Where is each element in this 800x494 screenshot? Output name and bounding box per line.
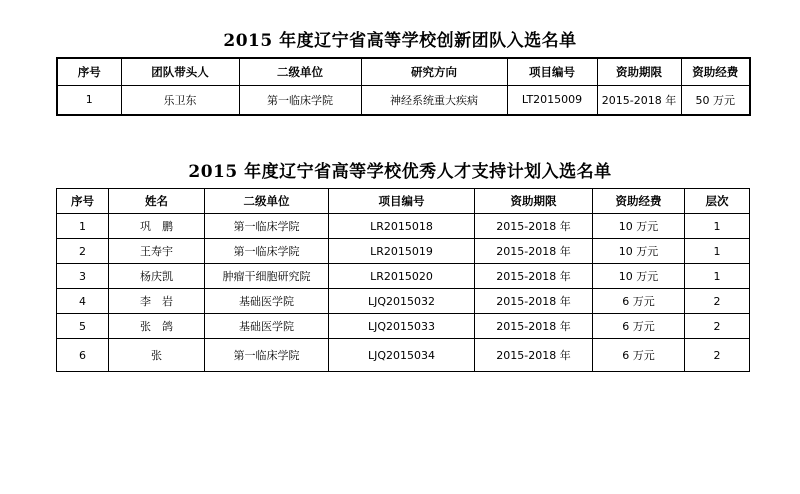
column-header: 项目编号	[329, 189, 475, 214]
column-header: 资助期限	[475, 189, 593, 214]
table-row	[57, 239, 750, 264]
table-cell: LJQ2015032	[329, 289, 475, 314]
table-cell: 2015-2018 年	[597, 85, 681, 115]
column-header: 团队带头人	[121, 58, 239, 85]
table-cell: 1	[685, 214, 750, 239]
table-row	[57, 289, 750, 314]
column-header: 资助经费	[593, 189, 685, 214]
table-cell: 5	[57, 314, 109, 339]
table-row	[57, 339, 750, 372]
table-cell: 巩 鹏	[109, 214, 205, 239]
table-cell: LR2015019	[329, 239, 475, 264]
table-row	[57, 314, 750, 339]
table-cell: 第一临床学院	[205, 239, 329, 264]
column-header: 层次	[685, 189, 750, 214]
table-cell: 1	[685, 264, 750, 289]
table-cell: 李 岩	[109, 289, 205, 314]
column-header: 研究方向	[361, 58, 507, 85]
table-cell: 2	[685, 339, 750, 372]
table-cell: 1	[685, 239, 750, 264]
column-header: 序号	[57, 189, 109, 214]
table-cell: 神经系统重大疾病	[361, 85, 507, 115]
column-header: 二级单位	[239, 58, 361, 85]
table-cell: 2015-2018 年	[475, 214, 593, 239]
table-cell: LJQ2015033	[329, 314, 475, 339]
table-cell: 2015-2018 年	[475, 264, 593, 289]
table1-title: 2015 年度辽宁省高等学校创新团队入选名单	[223, 31, 577, 51]
table-cell: 2	[57, 239, 109, 264]
table-cell: 10 万元	[593, 214, 685, 239]
table-cell: 1	[57, 214, 109, 239]
table-cell: 肿瘤干细胞研究院	[205, 264, 329, 289]
table-header-row	[57, 189, 750, 214]
table-cell: 第一临床学院	[239, 85, 361, 115]
table-cell: 6 万元	[593, 314, 685, 339]
column-header: 资助期限	[597, 58, 681, 85]
table-cell: 张 鸽	[109, 314, 205, 339]
table-cell: 杨庆凯	[109, 264, 205, 289]
table-cell: 王寿宇	[109, 239, 205, 264]
table-cell: 乐卫东	[121, 85, 239, 115]
table-cell: 3	[57, 264, 109, 289]
table-cell: 2015-2018 年	[475, 289, 593, 314]
table-cell: 2015-2018 年	[475, 339, 593, 372]
excellent-talent-table	[56, 188, 750, 372]
table-cell: 50 万元	[681, 85, 750, 115]
table-cell: 6	[57, 339, 109, 372]
column-header: 项目编号	[507, 58, 597, 85]
table-cell: 1	[57, 85, 121, 115]
table-cell: 4	[57, 289, 109, 314]
table-cell: 2	[685, 289, 750, 314]
table-cell: 6 万元	[593, 289, 685, 314]
table-cell: LR2015018	[329, 214, 475, 239]
table-header-row	[57, 58, 750, 85]
table-cell: LR2015020	[329, 264, 475, 289]
column-header: 资助经费	[681, 58, 750, 85]
table2-title: 2015 年度辽宁省高等学校优秀人才支持计划入选名单	[188, 162, 612, 182]
table-cell: 第一临床学院	[205, 339, 329, 372]
table-cell: LJQ2015034	[329, 339, 475, 372]
table-cell: 2015-2018 年	[475, 239, 593, 264]
innovation-team-table	[56, 57, 751, 116]
table-cell: 2	[685, 314, 750, 339]
table-cell: 基础医学院	[205, 289, 329, 314]
column-header: 二级单位	[205, 189, 329, 214]
table-cell: LT2015009	[507, 85, 597, 115]
table-row	[57, 214, 750, 239]
table-cell: 6 万元	[593, 339, 685, 372]
table-cell: 张	[109, 339, 205, 372]
table-row	[57, 264, 750, 289]
column-header: 姓名	[109, 189, 205, 214]
table-cell: 2015-2018 年	[475, 314, 593, 339]
table-cell: 第一临床学院	[205, 214, 329, 239]
table-row	[57, 85, 750, 115]
table-cell: 10 万元	[593, 239, 685, 264]
table-cell: 基础医学院	[205, 314, 329, 339]
table-cell: 10 万元	[593, 264, 685, 289]
column-header: 序号	[57, 58, 121, 85]
